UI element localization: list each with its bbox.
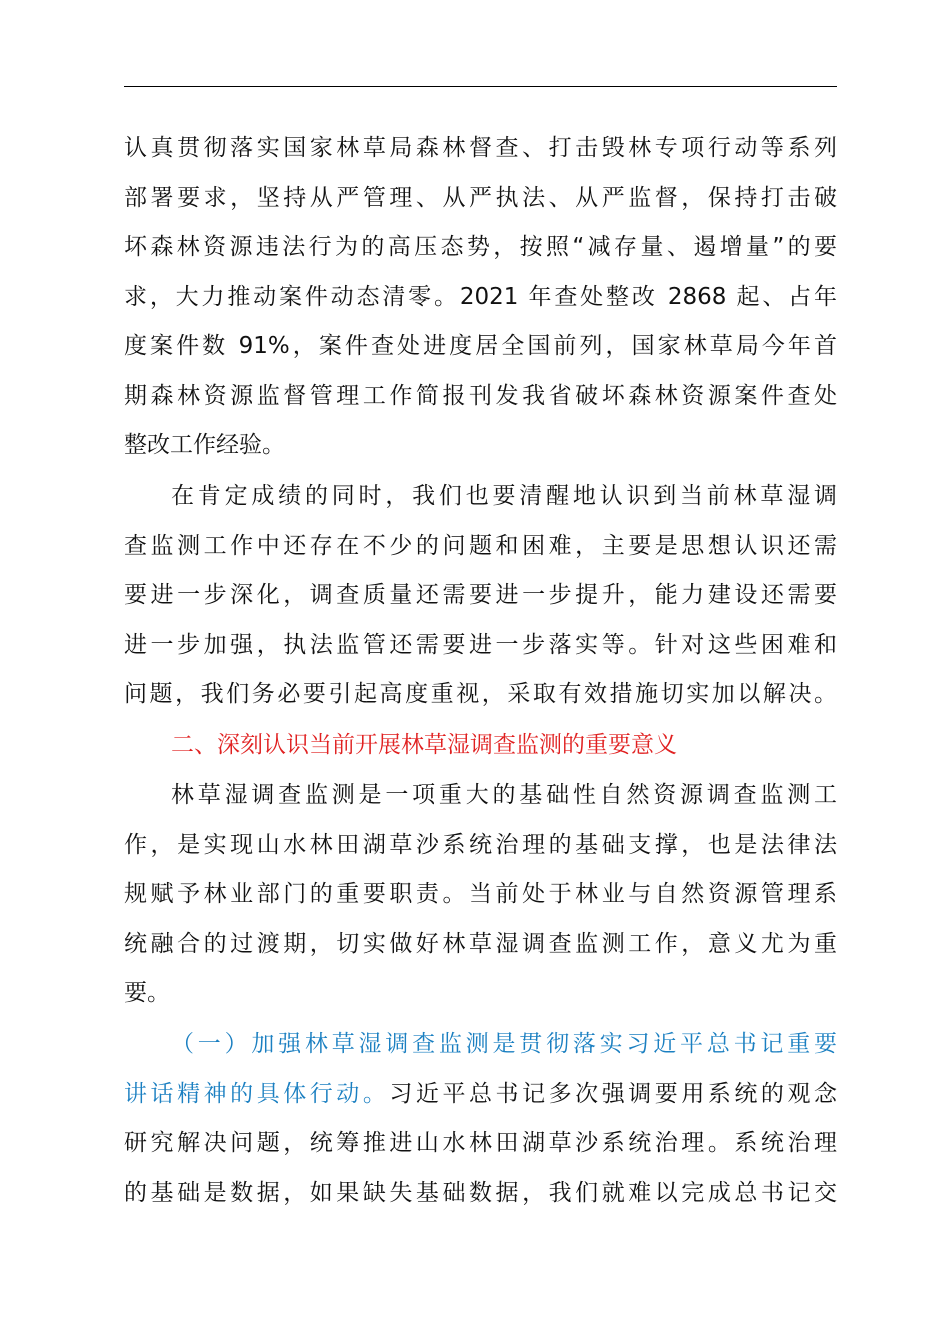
paragraph-1: [124, 124, 837, 471]
paragraph-4-line: 研究解决问题，统筹推进山水林田湖草沙系统治理。系统治理: [124, 1130, 837, 1156]
paragraph-4-line: 的基础是数据，如果缺失基础数据，我们就难以完成总书记交: [124, 1179, 837, 1206]
paragraph-3-line: 要。: [124, 980, 170, 1006]
paragraph-1-line: 期森林资源监督管理工作简报刊发我省破坏森林资源案件查处: [124, 382, 837, 409]
paragraph-2-line: 要进一步深化，调查质量还需要进一步提升，能力建设还需要: [124, 582, 837, 608]
section-heading: 二、深刻认识当前开展林草湿调查监测的重要意义: [171, 732, 677, 758]
paragraph-2: [124, 472, 837, 720]
paragraph-3: [124, 771, 837, 1019]
paragraph-1-line: 度案件数 91%，案件查处进度居全国前列，国家林草局今年首: [124, 333, 837, 359]
header-rule: [124, 86, 837, 87]
sub-heading-line-1: （一）加强林草湿调查监测是贯彻落实习近平总书记重要: [171, 1031, 837, 1057]
paragraph-1-line: 整改工作经验。: [124, 432, 285, 458]
paragraph-2-line: 进一步加强，执法监管还需要进一步落实等。针对这些困难和: [124, 631, 837, 658]
paragraph-4-line-2-rest: 习近平总书记多次强调要用系统的观念: [389, 1080, 837, 1107]
paragraph-1-line: 部署要求，坚持从严管理、从严执法、从严监督，保持打击破: [124, 184, 837, 211]
paragraph-1-line: 求，大力推动案件动态清零。2021 年查处整改 2868 起、占年: [124, 283, 837, 310]
paragraph-3-line: 规赋予林业部门的重要职责。当前处于林业与自然资源管理系: [124, 881, 837, 907]
sub-heading-line-2: 讲话精神的具体行动。: [124, 1080, 390, 1107]
paragraph-3-line: 作，是实现山水林田湖草沙系统治理的基础支撑，也是法律法: [124, 831, 837, 858]
paragraph-3-line: 统融合的过渡期，切实做好林草湿调查监测工作，意义尤为重: [124, 930, 837, 957]
paragraph-1-line: 认真贯彻落实国家林草局森林督查、打击毁林专项行动等系列: [124, 135, 837, 161]
paragraph-2-line: 在肯定成绩的同时，我们也要清醒地认识到当前林草湿调: [171, 483, 837, 509]
paragraph-2-line: 问题，我们务必要引起高度重视，采取有效措施切实加以解决。: [124, 681, 837, 707]
paragraph-2-line: 查监测工作中还存在不少的问题和困难，主要是思想认识还需: [124, 532, 837, 559]
section-heading-block: [124, 721, 837, 771]
paragraph-4: [124, 1020, 837, 1218]
paragraph-3-line: 林草湿调查监测是一项重大的基础性自然资源调查监测工: [171, 782, 837, 808]
paragraph-1-line: 坏森林资源违法行为的高压态势，按照“减存量、遏增量”的要: [124, 234, 837, 260]
paragraph-4-line-mixed: [124, 1070, 837, 1120]
